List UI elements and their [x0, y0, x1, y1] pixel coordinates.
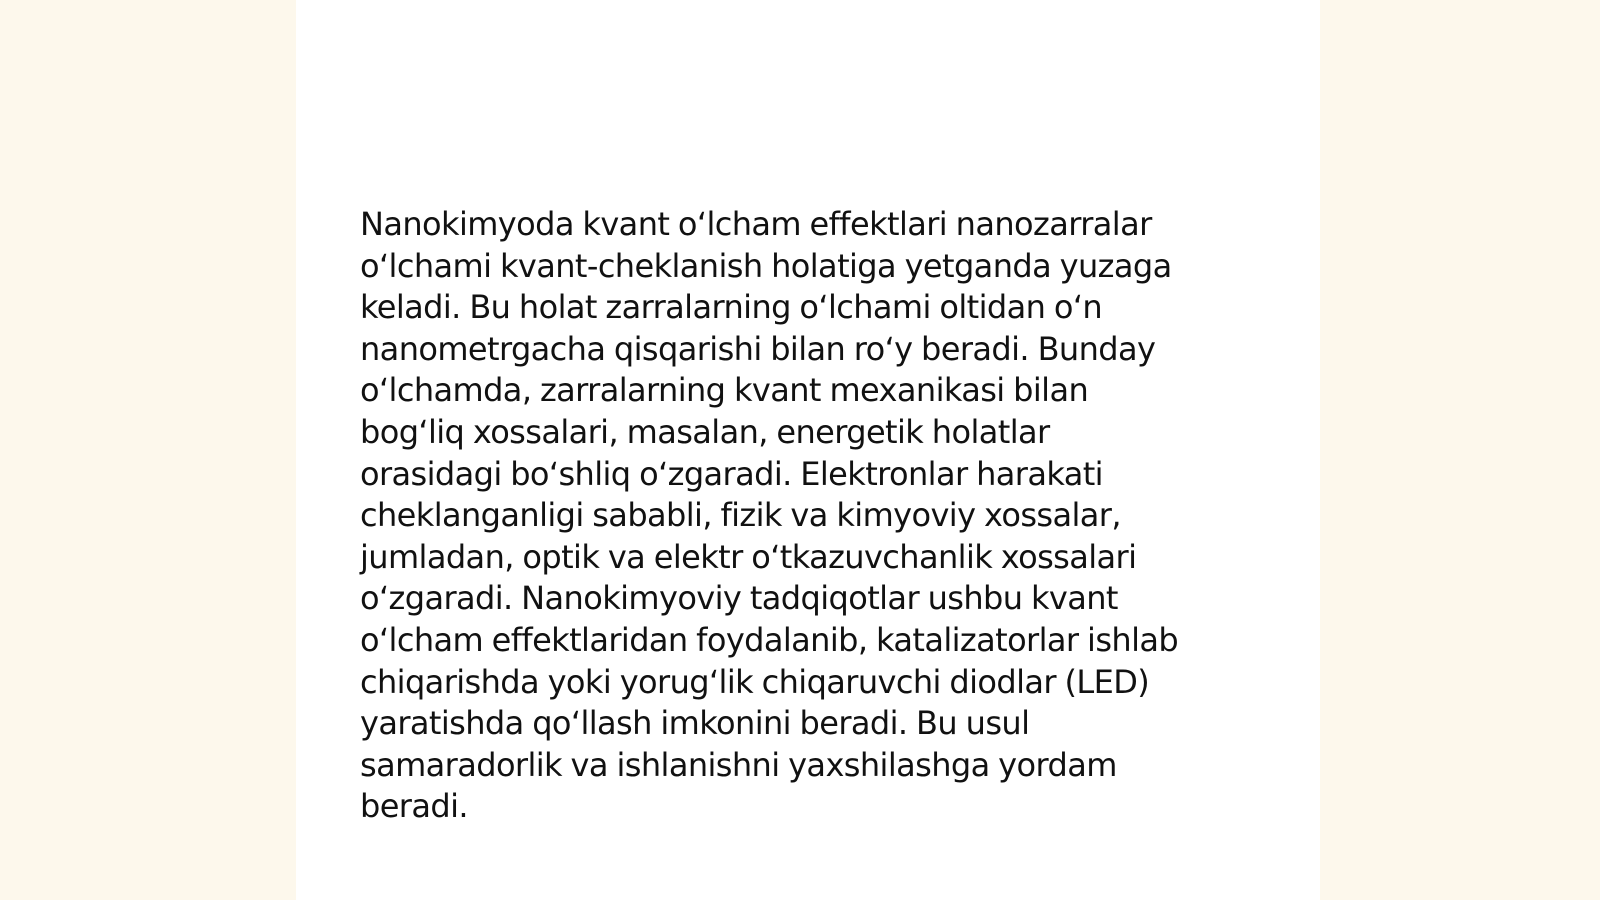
paragraph-line: chiqarishda yoki yorugʻlik chiqaruvchi diodlar (LED)	[360, 662, 1150, 701]
paragraph-line: oʻlchami kvant-cheklanish holatiga yetganda yuzaga	[360, 246, 1172, 285]
paragraph-line: jumladan, optik va elektr oʻtkazuvchanlik xossalari	[360, 537, 1137, 576]
paragraph-line: nanometrgacha qisqarishi bilan roʻy beradi. Bunday	[360, 329, 1156, 368]
paragraph-line: beradi.	[360, 787, 468, 826]
paragraph-line: keladi. Bu holat zarralarning oʻlchami oltidan oʻn	[360, 288, 1103, 327]
paragraph-line: bogʻliq xossalari, masalan, energetik holatlar	[360, 412, 1050, 451]
paragraph-line: Nanokimyoda kvant oʻlcham effektlari nanozarralar	[360, 205, 1152, 243]
paragraph-line: samaradorlik va ishlanishni yaxshilashga yordam	[360, 745, 1117, 784]
document-page	[296, 0, 1320, 900]
paragraph-line: cheklanganligi sababli, fizik va kimyoviy xossalar,	[360, 496, 1121, 535]
paragraph-line: oʻlchamda, zarralarning kvant mexanikasi bilan	[360, 371, 1089, 410]
paragraph-line: orasidagi boʻshliq oʻzgaradi. Elektronlar harakati	[360, 454, 1103, 493]
paragraph-line: oʻzgaradi. Nanokimyoviy tadqiqotlar ushbu kvant	[360, 579, 1118, 618]
paragraph-line: yaratishda qoʻllash imkonini beradi. Bu usul	[360, 704, 1030, 743]
body-paragraph	[360, 204, 1240, 828]
paragraph-line: oʻlcham effektlaridan foydalanib, katalizatorlar ishlab	[360, 620, 1179, 659]
